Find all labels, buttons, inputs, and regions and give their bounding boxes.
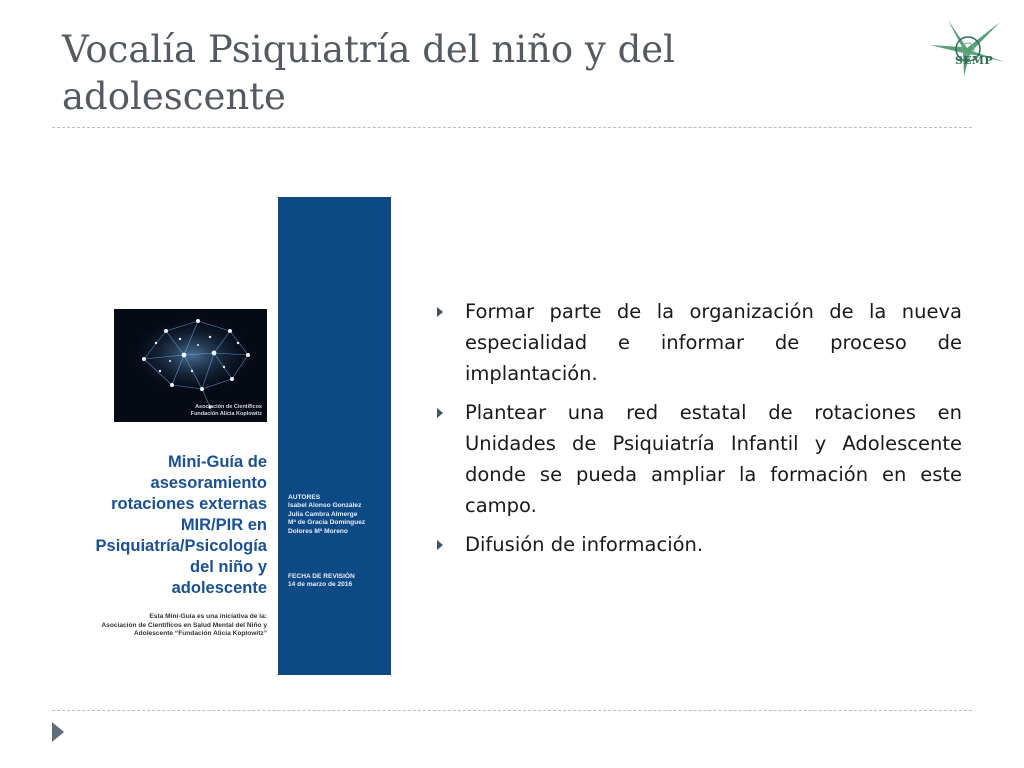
cover-title-line: rotaciones externas [111, 495, 267, 513]
cover-title-line: Psiquiatría/Psicología [95, 537, 267, 555]
title-divider [52, 127, 972, 128]
footer-divider [52, 710, 972, 711]
logo-text: SEMP [955, 54, 993, 67]
brain-caption-line: Asociación de Científicos [195, 404, 262, 410]
slide-title: Vocalía Psiquiatría del niño y del adolescente [62, 28, 675, 118]
bullet-item [434, 296, 962, 389]
author-name: Dolores Mª Moreno [288, 527, 348, 535]
bullet-list [434, 296, 962, 568]
brain-caption [191, 404, 262, 418]
brain-network-image [114, 309, 267, 422]
bullet-text: Difusión de información. [465, 533, 704, 556]
author-name: Isabel Alonso González [288, 502, 362, 510]
author-name: Julia Cambra Almerge [288, 510, 358, 518]
triangle-bullet-icon [437, 307, 443, 317]
revision-date: 14 de marzo de 2016 [288, 581, 353, 589]
triangle-bullet-icon [437, 408, 443, 418]
cover-title [92, 452, 267, 599]
guide-cover-image [92, 197, 392, 675]
cover-title-line: asesoramiento [150, 474, 267, 492]
revision-block [288, 573, 355, 590]
bullet-item [434, 397, 962, 521]
initiative-line: Adolescente “Fundación Alicia Koplowitz” [133, 630, 267, 637]
cover-initiative-note [92, 613, 267, 639]
authors-block [288, 494, 365, 536]
cover-blue-panel [278, 197, 391, 675]
cover-title-line: Mini-Guía de [168, 453, 267, 471]
bullet-text: Plantear una red estatal de rotaciones en Unidades de Psiquiatría Infantil y Adolescente donde se pueda ampliar la formación en este campo. [465, 401, 962, 517]
authors-heading: AUTORES [288, 494, 321, 501]
bullet-text: Formar parte de la organización de la nueva especialidad e informar de proceso de implantación. [465, 300, 962, 385]
cover-title-line: del niño y adolescente [171, 558, 267, 597]
bullet-item [434, 529, 962, 560]
cover-title-line: MIR/PIR en [180, 516, 267, 534]
author-name: Mª de Gracia Domínguez [288, 519, 366, 527]
brain-caption-line: Fundación Alicia Koplowitz [190, 411, 262, 417]
next-slide-arrow-icon[interactable] [52, 722, 64, 742]
star-brain-logo-icon [928, 18, 1006, 78]
revision-heading: FECHA DE REVISIÓN [288, 573, 355, 580]
triangle-bullet-icon [437, 540, 443, 550]
initiative-line: Asociación de Científicos en Salud Mental del Niño y [101, 621, 267, 629]
initiative-line: Esta Mini-Guía es una iniciativa de la: [149, 613, 267, 620]
